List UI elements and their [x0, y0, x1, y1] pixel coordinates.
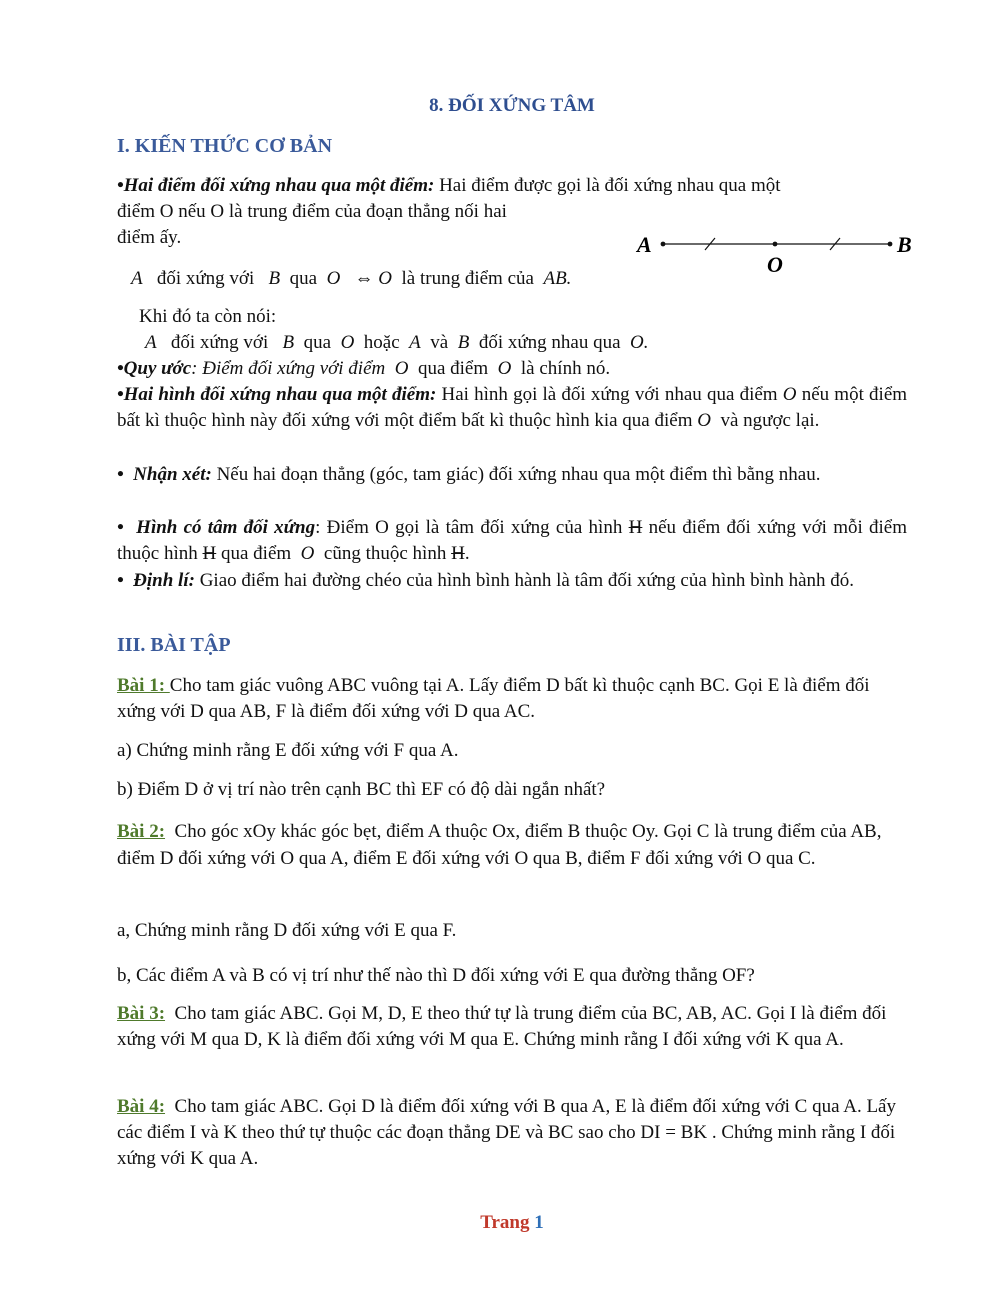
- exercise-4: Bài 4: Cho tam giác ABC. Gọi D là điểm đối xứng với B qua A, E là điểm đối xứng với C qua A. Lấy các điểm I và K theo thứ tự thuộc các đoạn thẳng DE và BC sao cho DI = BK . Chứng minh rằng I đối xứng với K qua A.: [117, 1096, 896, 1169]
- section-heading-exercises: III. BÀI TẬP: [117, 634, 231, 656]
- point-label-b: B: [897, 232, 912, 257]
- exercise-1: Bài 1: Cho tam giác vuông ABC vuông tại A. Lấy điểm D bất kì thuộc cạnh BC. Gọi E là điểm đối xứng với D qua AB, F là điểm đối xứng với D qua AC.: [117, 675, 870, 722]
- footer-label: Trang: [480, 1212, 530, 1233]
- also-say-statement: A đối xứng với B qua O hoặc A và B đối xứng nhau qua O.: [145, 332, 649, 353]
- page-title: 8. ĐỐI XỨNG TÂM: [429, 95, 595, 116]
- center-of-symmetry: • Hình có tâm đối xứng: Điểm O gọi là tâm đối xứng của hình H nếu điểm đối xứng với mỗi điểm thuộc hình H qua điểm O cũng thuộc hình H.: [117, 517, 908, 564]
- exercise-3: Bài 3: Cho tam giác ABC. Gọi M, D, E theo thứ tự là trung điểm của BC, AB, AC. Gọi I là điểm đối xứng với M qua D, K là điểm đối xứng với M qua E. Chứng minh rằng I đối xứng với K qua A.: [117, 1003, 887, 1050]
- page-number: 1: [534, 1212, 544, 1233]
- convention-term: Quy ước: [123, 358, 192, 379]
- exercise-2-part-b: b, Các điểm A và B có vị trí như thế nào thì D đối xứng với E qua đường thẳng OF?: [117, 965, 755, 986]
- also-say-label: Khi đó ta còn nói:: [139, 306, 277, 327]
- center-term: Hình có tâm đối xứng: [136, 517, 316, 538]
- definition-line-3: điểm ấy.: [117, 227, 182, 248]
- section-heading-basic: I. KIẾN THỨC CƠ BẢN: [117, 135, 333, 157]
- symmetry-formula: A đối xứng với B qua O ⇔ O là trung điểm của AB.: [131, 268, 572, 289]
- exercise-4-label: Bài 4:: [117, 1096, 166, 1117]
- exercise-1-label: Bài 1:: [117, 675, 170, 696]
- theorem-term: Định lí:: [133, 570, 195, 591]
- remark-term: Nhận xét:: [133, 464, 212, 485]
- exercise-1-part-b: b) Điểm D ở vị trí nào trên cạnh BC thì EF có độ dài ngắn nhất?: [117, 779, 606, 800]
- exercise-3-label: Bài 3:: [117, 1003, 166, 1024]
- convention: •Quy ước: Điểm đối xứng với điểm O qua điểm O là chính nó.: [117, 358, 611, 379]
- theorem: • Định lí: Giao điểm hai đường chéo của hình bình hành là tâm đối xứng của hình bình hành đó.: [117, 570, 855, 591]
- point-label-a: A: [637, 232, 652, 257]
- exercise-2: Bài 2: Cho góc xOy khác góc bẹt, điểm A thuộc Ox, điểm B thuộc Oy. Gọi C là trung điểm của AB, điểm D đối xứng với O qua A, điểm E đối xứng với O qua B, điểm F đối xứng với O qua C.: [117, 821, 882, 869]
- bullet: •: [117, 175, 124, 196]
- exercise-2-label: Bài 2:: [117, 821, 166, 842]
- exercise-1-part-a: a) Chứng minh rằng E đối xứng với F qua A.: [117, 740, 459, 761]
- page-footer: [117, 1212, 907, 1234]
- definition-term: Hai điểm đối xứng nhau qua một điểm:: [123, 175, 435, 196]
- definition2-term: Hai hình đối xứng nhau qua một điểm:: [123, 384, 437, 405]
- point-label-o: O: [767, 252, 783, 277]
- exercise-2-part-a: a, Chứng minh rằng D đối xứng với E qua F.: [117, 920, 457, 941]
- definition-figure-symmetry: •Hai hình đối xứng nhau qua một điểm: Hai hình gọi là đối xứng với nhau qua điểm O nếu một điểm bất kì thuộc hình này đối xứng với một điểm bất kì thuộc hình kia qua điểm O và ngược lại.: [117, 384, 908, 431]
- remark: • Nhận xét: Nếu hai đoạn thẳng (góc, tam giác) đối xứng nhau qua một điểm thì bằng nhau.: [117, 464, 821, 485]
- definition-line-2: điểm O nếu O là trung điểm của đoạn thẳng nối hai: [117, 201, 507, 222]
- definition-line-1: Hai điểm được gọi là đối xứng nhau qua một: [439, 175, 781, 196]
